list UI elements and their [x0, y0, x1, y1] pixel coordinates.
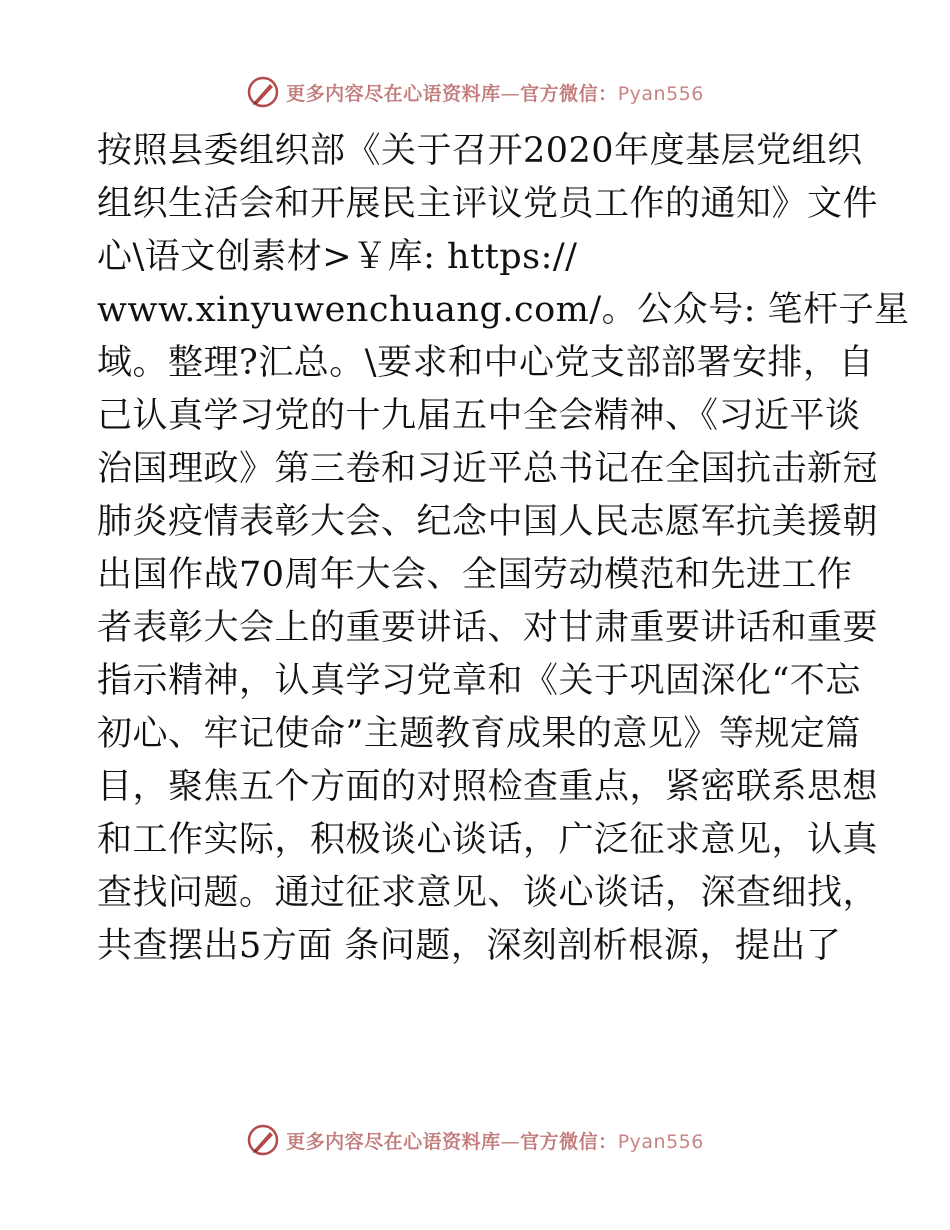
quill-pen-logo-icon: [246, 75, 280, 109]
banner-site-text: 更多内容尽在心语资料库: [286, 82, 501, 105]
body-line: 心\语文创素材>￥库: https://: [97, 237, 578, 277]
banner-text: [286, 1127, 704, 1154]
body-line: 查找问题。通过征求意见、谈心谈话，深查细找，: [97, 873, 879, 913]
body-line: 目，聚焦五个方面的对照检查重点，紧密联系思想: [97, 767, 879, 807]
banner-wechat-id: Pyan556: [617, 82, 704, 105]
body-line: 肺炎疫情表彰大会、纪念中国人民志愿军抗美援朝: [97, 502, 879, 542]
banner-text: [286, 79, 704, 106]
banner-wechat-id: Pyan556: [617, 1130, 704, 1153]
body-line: 初心、牢记使命”主题教育成果的意见》等规定篇: [97, 714, 861, 754]
body-line: 域。整理?汇总。\要求和中心党支部部署安排，自: [97, 343, 875, 383]
banner-dash: —: [500, 1130, 521, 1153]
body-line: 指示精神，认真学习党章和《关于巩固深化“不忘: [97, 661, 861, 701]
banner-wechat-label: 官方微信：: [520, 1130, 618, 1153]
header-banner: [0, 72, 950, 112]
body-line: 治国理政》第三卷和习近平总书记在全国抗击新冠: [97, 449, 879, 489]
banner-site-text: 更多内容尽在心语资料库: [286, 1130, 501, 1153]
body-line: 己认真学习党的十九届五中全会精神、《习近平谈: [97, 396, 861, 436]
body-line: www.xinyuwenchuang.com/。公众号: 笔杆子星: [97, 290, 910, 330]
quill-pen-logo-icon: [246, 1123, 280, 1157]
body-line: 共查摆出5方面 条问题，深刻剖析根源，提出了: [97, 926, 842, 966]
body-line: 者表彰大会上的重要讲话、对甘肃重要讲话和重要: [97, 608, 879, 648]
banner-wechat-label: 官方微信：: [520, 82, 618, 105]
banner-dash: —: [500, 82, 521, 105]
body-line: 组织生活会和开展民主评议党员工作的通知》文件: [97, 184, 879, 224]
body-line: 按照县委组织部《关于召开2020年度基层党组织: [97, 131, 863, 171]
document-body: [97, 125, 910, 973]
footer-banner: [0, 1120, 950, 1160]
body-line: 和工作实际，积极谈心谈话，广泛征求意见，认真: [97, 820, 879, 860]
body-line: 出国作战70周年大会、全国劳动模范和先进工作: [97, 555, 853, 595]
